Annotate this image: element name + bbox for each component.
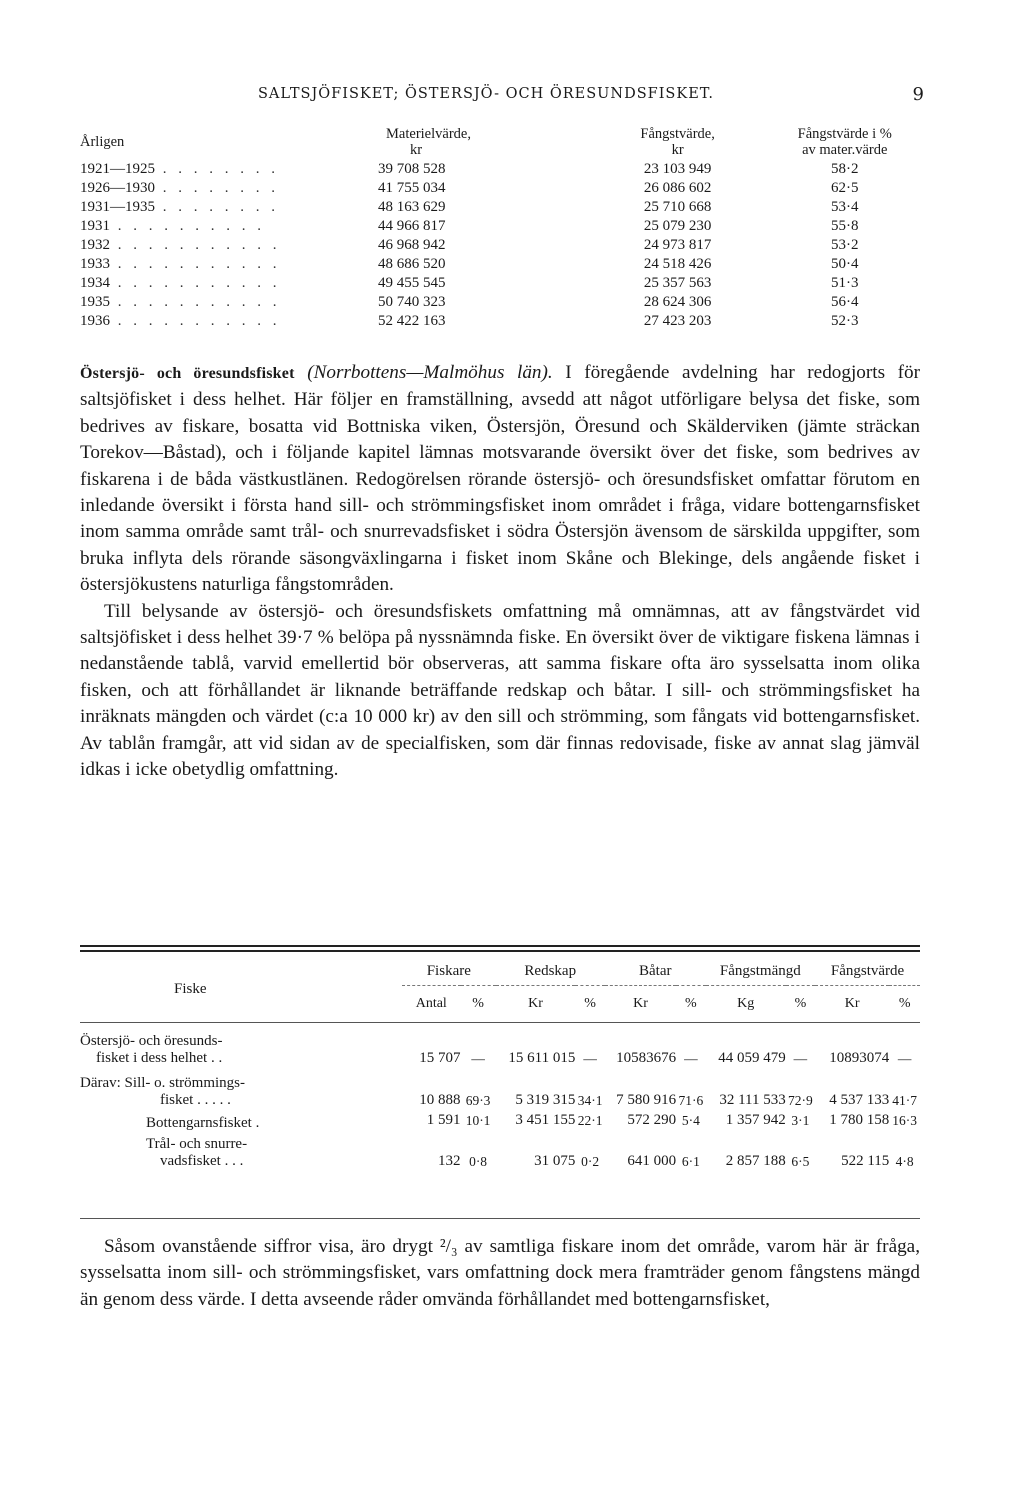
fangstmangd-pct-cell: 3·1 xyxy=(791,1112,810,1128)
table-row xyxy=(80,1132,920,1170)
col-header-redskap: Redskap xyxy=(524,962,577,979)
row-label-line1: Därav: Sill- o. strömmings- xyxy=(80,1075,245,1091)
fangstvarde-cell: 23 103 949 xyxy=(643,161,712,177)
redskap-pct-cell: — xyxy=(583,1051,597,1066)
materielvarde-cell: 41 755 034 xyxy=(378,180,446,196)
fangstvarde-cell: 25 079 230 xyxy=(643,218,712,234)
fangstvarde-pct-cell: — xyxy=(897,1051,912,1066)
fangstvarde-cell: 25 710 668 xyxy=(643,199,712,215)
subheader-antal: Antal xyxy=(415,996,447,1011)
fangstvarde-kr-cell: 1 780 158 xyxy=(829,1112,890,1128)
materielvarde-cell: 50 740 323 xyxy=(378,294,446,310)
table-bottom-rule xyxy=(80,1218,920,1219)
percent-cell: 50·4 xyxy=(830,256,859,272)
subheader-pct: % xyxy=(898,996,911,1011)
table-row: 1935 . . . . . . . . . . . 50 740 323 28 624 306 56·4 xyxy=(80,293,918,312)
paragraph-intro xyxy=(80,360,920,599)
fiskare-pct-cell: 69·3 xyxy=(465,1093,491,1108)
table-row xyxy=(80,1109,920,1132)
fangstvarde-cell: 24 518 426 xyxy=(643,256,712,272)
row-label-line2: Bottengarnsfisket . xyxy=(146,1115,260,1131)
batar-kr-cell: 641 000 xyxy=(627,1153,677,1169)
materielvarde-cell: 44 966 817 xyxy=(378,218,446,234)
annual-values-table xyxy=(80,126,918,331)
year-cell: 1931—1935 xyxy=(80,199,155,215)
table-row: 1934 . . . . . . . . . . . 49 455 545 25 357 563 51·3 xyxy=(80,274,918,293)
fiskare-pct-cell: — xyxy=(471,1051,485,1066)
year-cell: 1932 xyxy=(80,237,110,253)
year-cell: 1936 xyxy=(80,313,110,329)
percent-cell: 53·2 xyxy=(830,237,859,253)
col-header-fiskare: Fiskare xyxy=(426,962,471,979)
materielvarde-cell: 52 422 163 xyxy=(378,313,446,329)
redskap-pct-cell: 34·1 xyxy=(577,1093,603,1108)
year-cell: 1935 xyxy=(80,294,110,310)
fangstvarde-kr-cell: 10893074 xyxy=(829,1050,890,1066)
fiskare-antal-cell: 1 591 xyxy=(426,1112,461,1128)
section-body xyxy=(80,360,920,784)
table-row: 1931—1935 . . . . . . . . 48 163 629 25 710 668 53·4 xyxy=(80,198,918,217)
subheader-kg: Kg xyxy=(737,996,755,1011)
fangstmangd-kg-cell: 2 857 188 xyxy=(725,1153,786,1169)
fangstmangd-pct-cell: 72·9 xyxy=(788,1093,813,1108)
closing-text xyxy=(80,1234,920,1313)
fangstvarde-kr-cell: 522 115 xyxy=(841,1153,890,1169)
col-header-batar: Båtar xyxy=(638,962,672,979)
table-row: 1931 . . . . . . . . . . 44 966 817 25 079 230 55·8 xyxy=(80,217,918,236)
batar-kr-cell: 7 580 916 xyxy=(616,1092,677,1108)
redskap-kr-cell: 15 611 015 xyxy=(508,1050,576,1066)
subheader-pct: % xyxy=(685,996,697,1011)
fangstmangd-pct-cell: — xyxy=(793,1051,808,1066)
fiskare-antal-cell: 132 xyxy=(438,1153,461,1169)
materielvarde-cell: 49 455 545 xyxy=(378,275,446,291)
table-row: 1921—1925 . . . . . . . . 39 708 528 23 103 949 58·2 xyxy=(80,160,918,179)
col-header-year: Årligen xyxy=(80,134,125,150)
fangstmangd-kg-cell: 44 059 479 xyxy=(718,1050,786,1066)
fangstvarde-pct-cell: 16·3 xyxy=(892,1112,918,1128)
col-header-fangstmangd: Fångstmängd xyxy=(719,962,801,979)
row-label-line2: vadsfisket . . . xyxy=(160,1153,244,1169)
col-header-materielvarde: Materielvärde, kr xyxy=(386,126,471,158)
materielvarde-cell: 48 686 520 xyxy=(378,256,446,272)
table-row xyxy=(80,1023,920,1068)
batar-kr-cell: 572 290 xyxy=(627,1112,677,1128)
year-cell: 1926—1930 xyxy=(80,180,155,196)
table-row: 1936 . . . . . . . . . . . 52 422 163 27 423 203 52·3 xyxy=(80,312,918,331)
percent-cell: 53·4 xyxy=(830,199,859,215)
fangstvarde-cell: 25 357 563 xyxy=(643,275,712,291)
section-heading-region: (Norrbottens—Malmöhus län). xyxy=(307,362,553,383)
fiskare-pct-cell: 0·8 xyxy=(469,1154,488,1169)
table-header-row xyxy=(80,957,920,986)
row-label-line1: Östersjö- och öresunds- xyxy=(80,1033,223,1049)
col-header-fiske: Fiske xyxy=(174,981,207,997)
col-header-fangstvarde: Fångstvärde xyxy=(830,962,905,979)
row-label-line2: fisket i dess helhet . . xyxy=(96,1050,223,1066)
table-header-row xyxy=(80,126,918,160)
fisheries-overview-table xyxy=(80,957,920,1170)
page-number: 9 xyxy=(912,84,924,105)
paragraph-intro-text: I föregående avdelning har redogjorts för saltsjöfisket i dess helhet. Här följer en framställning, avsedd att något utförligare belysa det fiske, som bedrives av fiskare, bosatta vid Bottniska viken, Östersjön, Öresund och Skälderviken (jämte sträckan Torekov—Båstad), och i följande kapitel lämnas motsvarande översikt över det fiske, som bedrives av fiskarena i de båda västkustlänen. Redogörelsen rörande östersjö- och öresundsfisket omfattar förutom en inledande översikt i första hand sill- och strömmingsfisket inom området i fråga, vidare bottengarnsfisket inom samma område samt trål- och snurrevadsfisket i södra Östersjön ävensom de särskilda uppgifter, som bruka inflyta dels rörande säsongväxlingarna i fisket inom Skåne och Blekinge, dels angående fisket i östersjökustens naturliga fångstområden. xyxy=(80,362,921,596)
table-top-rule xyxy=(80,945,920,947)
row-label-line2: fisket . . . . . xyxy=(160,1092,231,1108)
batar-pct-cell: 5·4 xyxy=(681,1112,700,1128)
percent-cell: 52·3 xyxy=(830,313,859,329)
batar-pct-cell: 71·6 xyxy=(678,1093,704,1108)
fangstmangd-kg-cell: 32 111 533 xyxy=(719,1092,786,1108)
subheader-pct: % xyxy=(584,996,596,1011)
subheader-kr: Kr xyxy=(844,996,860,1011)
fangstvarde-cell: 28 624 306 xyxy=(643,294,712,310)
fiskare-pct-cell: 10·1 xyxy=(465,1112,491,1128)
materielvarde-cell: 48 163 629 xyxy=(378,199,446,215)
percent-cell: 51·3 xyxy=(830,275,859,291)
year-cell: 1921—1925 xyxy=(80,161,155,177)
section-heading: Östersjö- och öresundsfisket xyxy=(80,365,295,382)
redskap-kr-cell: 3 451 155 xyxy=(515,1112,576,1128)
subheader-pct: % xyxy=(794,996,807,1011)
fiskare-antal-cell: 15 707 xyxy=(419,1050,461,1066)
subheader-kr: Kr xyxy=(528,996,543,1011)
running-title: SALTSJÖFISKET; ÖSTERSJÖ- OCH ÖRESUNDSFISKET. xyxy=(258,86,714,102)
fangstvarde-cell: 27 423 203 xyxy=(643,313,712,329)
redskap-pct-cell: 22·1 xyxy=(577,1112,603,1128)
year-cell: 1934 xyxy=(80,275,110,291)
paragraph-closing: Såsom ovanstående siffror visa, äro drygt ²/₃ av samtliga fiskare inom det område, varom här är fråga, sysselsatta inom sill- och strömmingsfisket, vars omfattning dock mera framträder genom fångstens mängd än genom dess värde. I detta avseende råder omvända förhållandet med bottengarnsfisket, xyxy=(80,1236,920,1310)
fiskare-antal-cell: 10 888 xyxy=(419,1092,461,1108)
row-label-line1: Trål- och snurre- xyxy=(146,1136,248,1152)
materielvarde-cell: 46 968 942 xyxy=(378,237,446,253)
col-header-fangstvarde: Fångstvärde, kr xyxy=(640,126,715,158)
fangstmangd-pct-cell: 6·5 xyxy=(791,1154,810,1169)
table-row: 1933 . . . . . . . . . . . 48 686 520 24 518 426 50·4 xyxy=(80,255,918,274)
redskap-kr-cell: 5 319 315 xyxy=(515,1092,576,1108)
running-header xyxy=(80,84,924,108)
paragraph-overview: Till belysande av östersjö- och öresundsfiskets omfattning må omnämnas, att av fångstvärdet vid saltsjöfisket i dess helhet 39·7 % belöpa på nyssnämnda fiske. En översikt över de viktigare fiskena lämnas i nedanstående tablå, varvid emellertid bör observeras, att samma fiskare ofta äro sysselsatta inom olika fisken, och att förhållandet är liknande beträffande redskap och båtar. I sill- och strömmingsfisket ha inräknats mängden och värdet (c:a 10 000 kr) av den sill och strömming, som fångats vid bottengarnsfisket. Av tablån framgår, att vid sidan av de specialfisken, som där finnas redovisade, fiske av annat slag jämväl idkas i icke obetydlig omfattning. xyxy=(80,600,920,781)
table-top-rule-inner xyxy=(80,950,920,952)
subheader-kr: Kr xyxy=(633,996,648,1011)
redskap-pct-cell: 0·2 xyxy=(581,1154,600,1169)
year-cell: 1933 xyxy=(80,256,110,272)
redskap-kr-cell: 31 075 xyxy=(534,1153,576,1169)
fangstvarde-kr-cell: 4 537 133 xyxy=(829,1092,890,1108)
percent-cell: 62·5 xyxy=(830,180,859,196)
fangstvarde-cell: 26 086 602 xyxy=(643,180,712,196)
table-row: 1932 . . . . . . . . . . . 46 968 942 24 973 817 53·2 xyxy=(80,236,918,255)
fangstvarde-cell: 24 973 817 xyxy=(643,237,712,253)
batar-pct-cell: — xyxy=(684,1051,698,1066)
fangstmangd-kg-cell: 1 357 942 xyxy=(725,1112,786,1128)
batar-kr-cell: 10583676 xyxy=(616,1050,677,1066)
table-row xyxy=(80,1067,920,1109)
table-row: 1926—1930 . . . . . . . . 41 755 034 26 086 602 62·5 xyxy=(80,179,918,198)
materielvarde-cell: 39 708 528 xyxy=(378,161,446,177)
batar-pct-cell: 6·1 xyxy=(681,1154,700,1169)
fangstvarde-pct-cell: 4·8 xyxy=(895,1154,914,1169)
percent-cell: 56·4 xyxy=(830,294,859,310)
subheader-pct: % xyxy=(472,996,484,1011)
percent-cell: 58·2 xyxy=(830,161,859,177)
percent-cell: 55·8 xyxy=(830,218,859,234)
fangstvarde-pct-cell: 41·7 xyxy=(892,1093,918,1108)
col-header-fangstvarde-pct: Fångstvärde i % av mater.värde xyxy=(797,126,892,158)
year-cell: 1931 xyxy=(80,218,110,234)
